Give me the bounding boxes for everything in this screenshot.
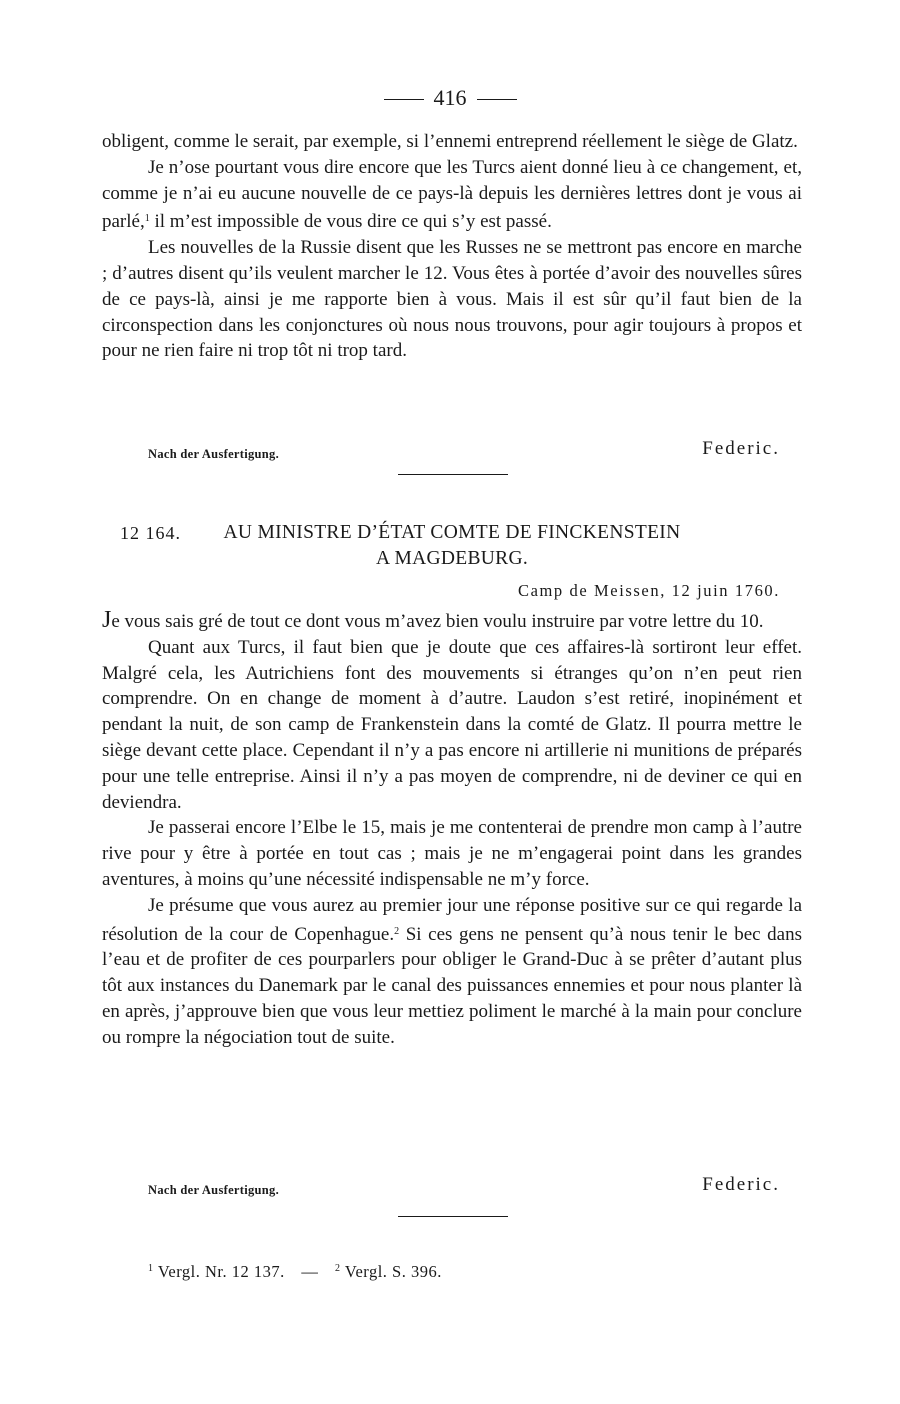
paragraph-text: e vous sais gré de tout ce dont vous m’avez bien voulu instruire par votre lettre du 10. [111, 611, 764, 632]
signature: Federic. [702, 1174, 780, 1195]
letter-body [102, 608, 802, 1051]
heading-line: A MAGDEBURG. [375, 548, 529, 569]
header-dash-left [384, 99, 424, 100]
footnote-mark: 1 [144, 213, 150, 225]
paragraph-text: Si ces gens ne pensent qu’à nous tenir le bec dans l’eau et de profiter de ces pourparlers pour obliger le Grand-Duc à se prêter d’autant plus tôt aux instances du Danemark par le canal des puissances ennemies et pour nous planter là en après, j’approuve bien que vous leur mettiez poliment le marché à la main pour conclure ou rompre la négociation tout de suite. [102, 923, 802, 1048]
initial-letter: J [102, 607, 112, 633]
paragraph-text: il m’est impossible de vous dire ce qui s’y est passé. [154, 211, 552, 233]
paragraph [102, 155, 802, 235]
footnote-mark: 1 [148, 1263, 154, 1274]
letter-heading [102, 520, 802, 572]
page-number: 416 [433, 85, 467, 110]
dateline: Camp de Meissen, 12 juin 1760. [517, 581, 780, 600]
footnote-text: Vergl. Nr. 12 137. [157, 1262, 285, 1281]
paragraph: Quant aux Turcs, il faut bien que je doute que ces affaires-là sortiront leur effet. Malgré cela, les Autrichiens font des mouvements si étranges qu’on n’en peut rien comprendre. On en change de moment à d’autre. Laudon s’est retiré, inopinément et pendant la nuit, de son camp de Frankenstein dans la comté de Glatz. Il pourra mettre le siège devant cette place. Cependant il n’y a pas encore ni artillerie ni munitions de préparés pour une telle entreprise. Ainsi il n’y a pas moyen de comprendre, ni de deviner ce qui en deviendra. [102, 636, 802, 813]
signature: Federic. [702, 438, 780, 459]
paragraph [102, 893, 802, 1051]
section-previous-letter [102, 129, 802, 364]
heading-line: AU MINISTRE D’ÉTAT COMTE DE FINCKENSTEIN [223, 522, 681, 543]
source-note: Nach der Ausfertigung. [148, 447, 280, 461]
section-divider [398, 474, 508, 475]
signature-line [148, 436, 780, 462]
signature-line [148, 1172, 780, 1198]
paragraph: Je passerai encore l’Elbe le 15, mais je me contenterai de prendre mon camp à l’autre rive pour y être à portée en tout cas ; mais je ne m’engagerai point dans les grandes aventures, à moins qu’une nécessité indispensable ne m’y force. [102, 817, 802, 890]
paragraph-text: Je présume que vous aurez au premier jour une réponse positive sur ce qui regarde la résolution de la cour de Copenhague. [102, 894, 802, 945]
page-header [0, 84, 900, 112]
source-note: Nach der Ausfertigung. [148, 1183, 280, 1197]
paragraph-text: Je n’ose pourtant vous dire encore que les Turcs aient donné lieu à ce changement, et, comme je n’ai eu aucune nouvelle de ce pays-là depuis les dernières lettres dont je vous ai parlé, [102, 156, 802, 233]
footnote-separator: — [301, 1262, 319, 1281]
section-divider [398, 1216, 508, 1217]
footnote-text: Vergl. S. 396. [344, 1262, 442, 1281]
footnote-mark: 2 [394, 925, 400, 937]
header-dash-right [477, 99, 517, 100]
footnotes [148, 1262, 442, 1282]
paragraph: Les nouvelles de la Russie disent que les Russes ne se mettront pas encore en marche ; d’autres disent qu’ils veulent marcher le 12. Vous êtes à portée d’avoir des nouvelles sûres de ce pays-là, ainsi je me rapporte bien à vous. Mais il est sûr qu’il faut bien de la circonspection dans les conjonctures où nous nous trouvons, pour agir toujours à propos et pour ne rien faire ni trop tôt ni trop tard. [102, 237, 802, 362]
letter-number: 12 164. [120, 523, 181, 543]
paragraph [102, 608, 802, 635]
footnote-mark: 2 [335, 1263, 341, 1274]
paragraph: obligent, comme le serait, par exemple, si l’ennemi entreprend réellement le siège de Glatz. [102, 131, 798, 152]
